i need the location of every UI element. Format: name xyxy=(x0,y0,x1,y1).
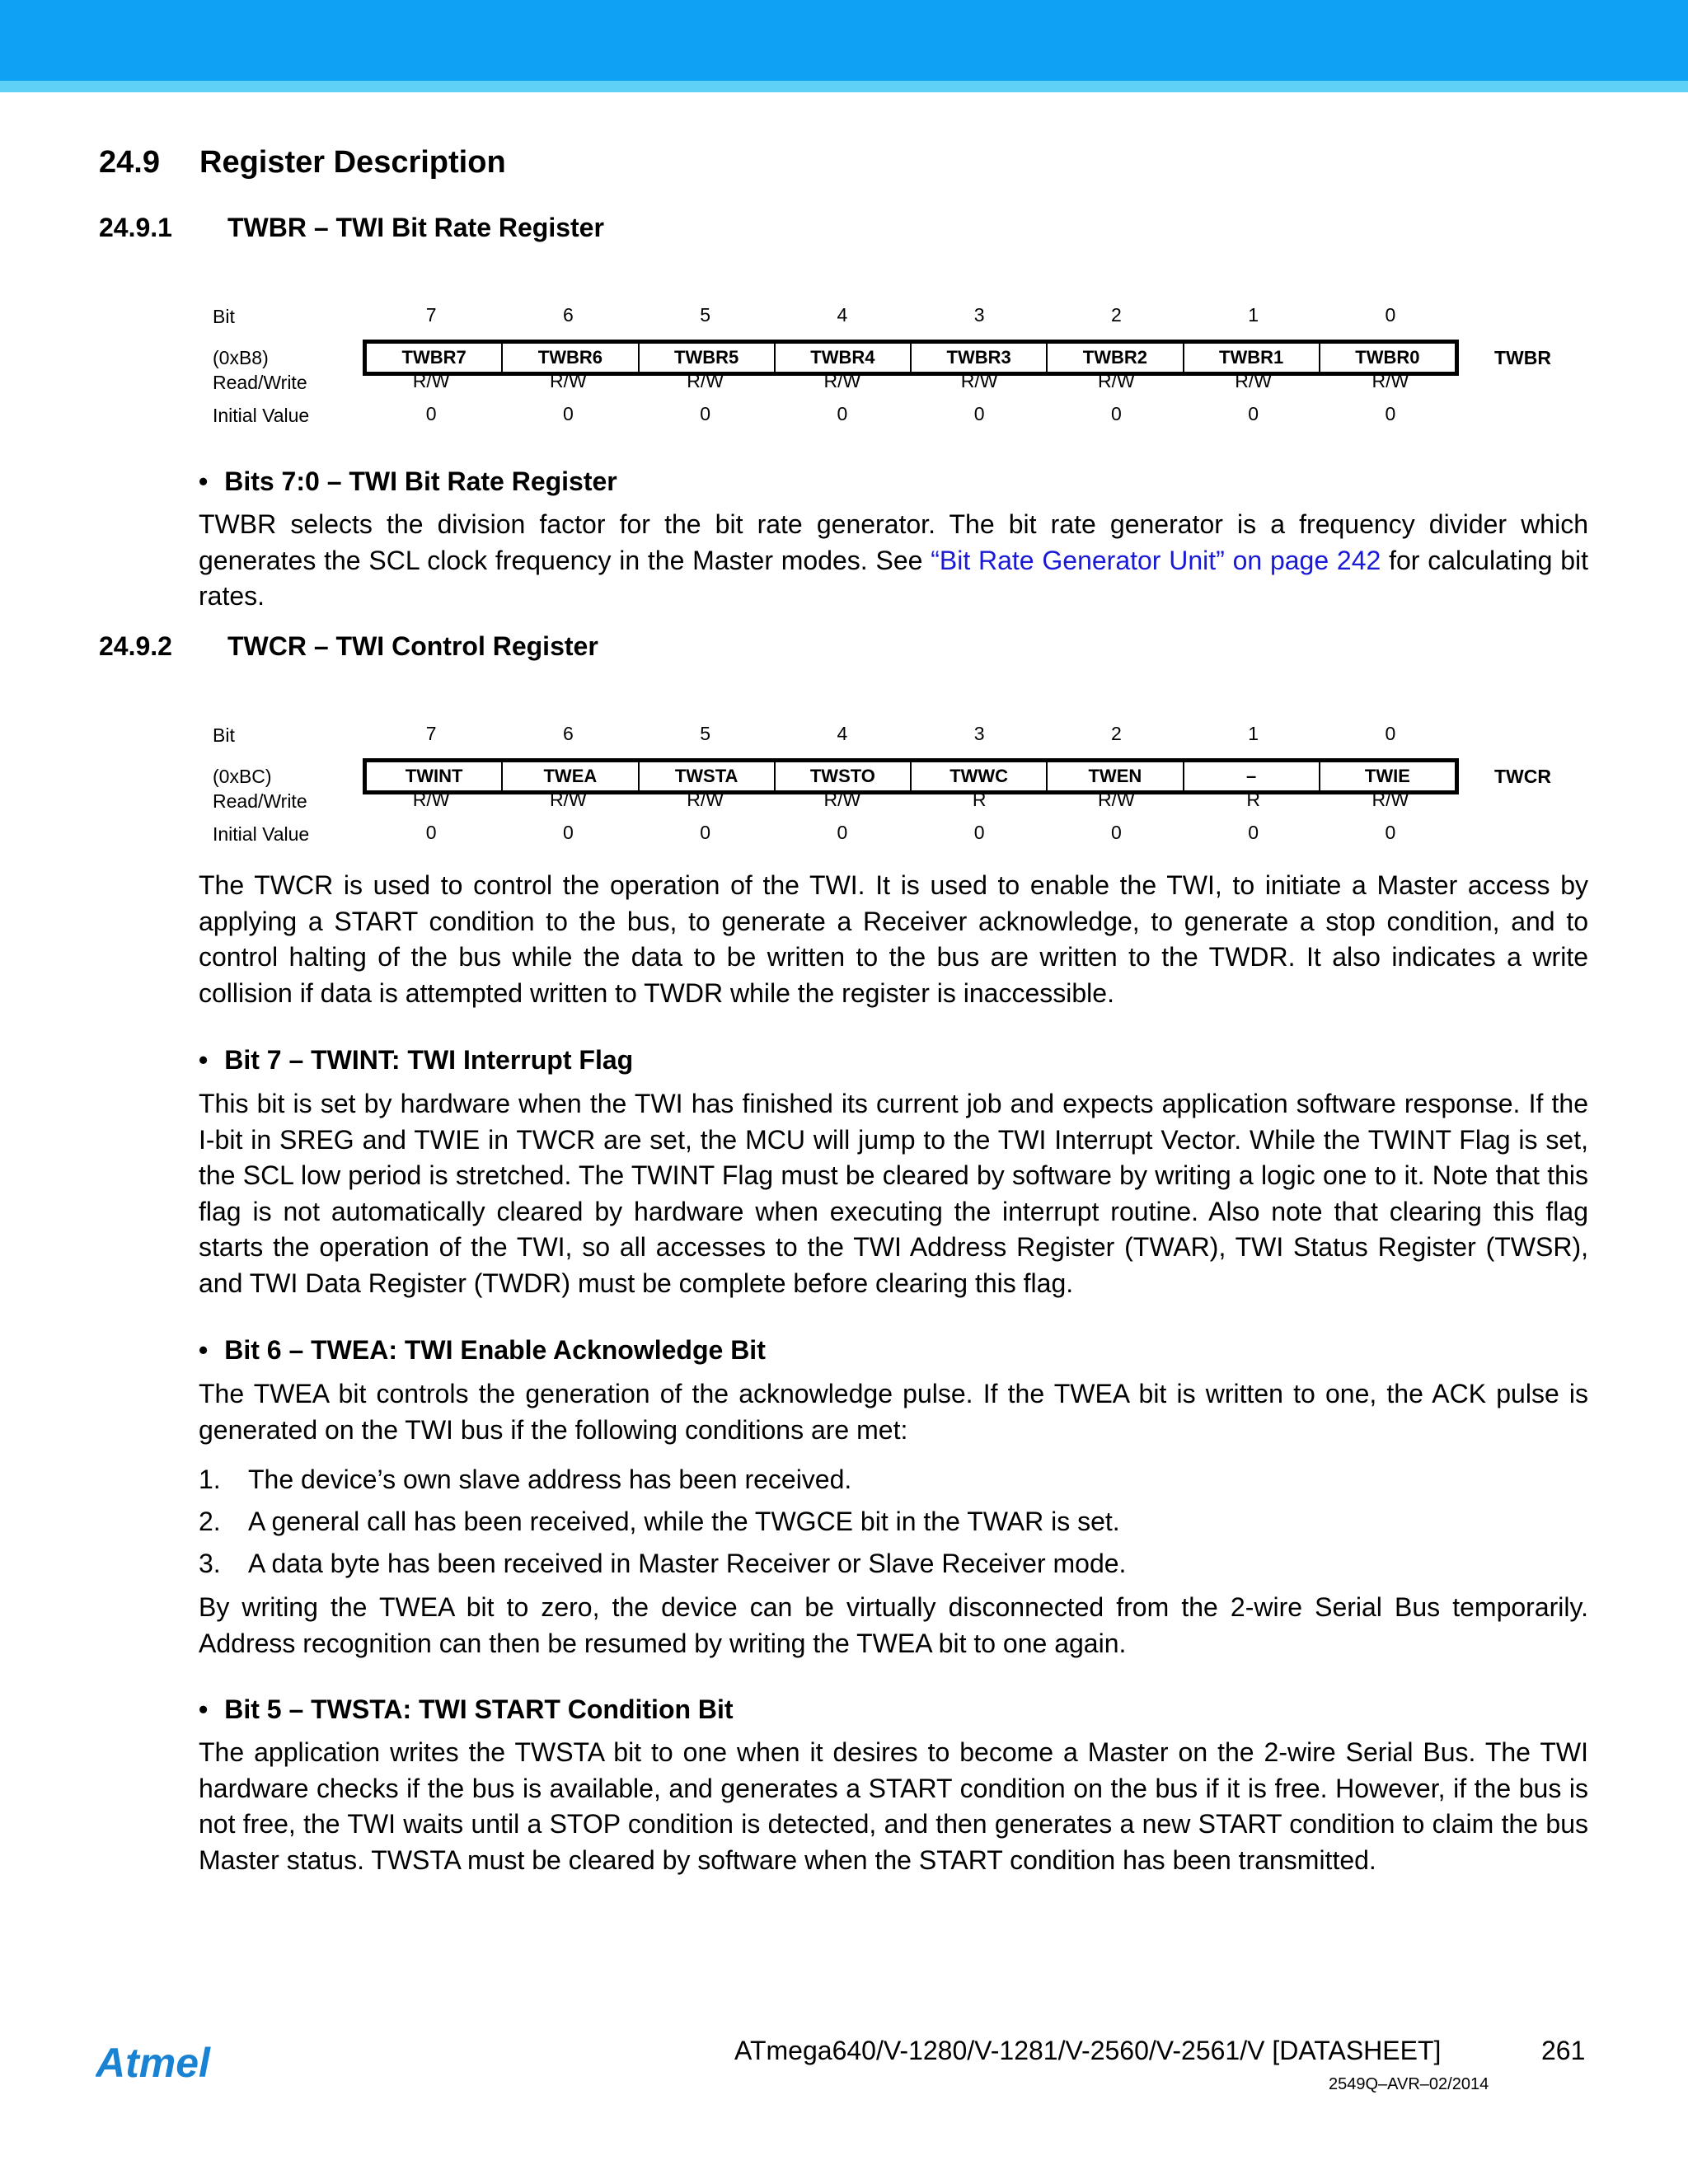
bit7-heading: • Bit 7 – TWINT: TWI Interrupt Flag xyxy=(199,1045,634,1075)
bit-number: 2 xyxy=(1110,304,1122,326)
init-row xyxy=(363,397,1459,430)
bit-name: TWBR7 xyxy=(367,344,503,372)
bit-name: TWSTO xyxy=(776,762,912,790)
rw-value: R xyxy=(972,789,987,810)
twbr-register-table xyxy=(213,302,1573,434)
bit-number: 6 xyxy=(562,723,574,744)
bit-label: Bit xyxy=(213,306,235,327)
bit-name: TWBR5 xyxy=(640,344,776,372)
bit-number: 7 xyxy=(425,304,437,326)
init-value: 0 xyxy=(1110,822,1122,843)
rw-value: R xyxy=(1246,789,1260,810)
rw-value: R/W xyxy=(823,370,861,391)
bit-number-row xyxy=(363,298,1459,331)
bit-label: Bit xyxy=(213,724,235,746)
list-item: 2. A general call has been received, while the TWGCE bit in the TWAR is set. xyxy=(199,1507,1120,1536)
bit-number: 2 xyxy=(1110,723,1122,744)
bit-number: 0 xyxy=(1385,304,1396,326)
bit-number: 1 xyxy=(1248,304,1259,326)
header-band xyxy=(0,0,1688,81)
bit-name: TWEA xyxy=(503,762,639,790)
rw-value: R/W xyxy=(1372,789,1409,810)
atmel-logo-icon xyxy=(96,2041,244,2087)
bit-number: 0 xyxy=(1385,723,1396,744)
bit6-after: By writing the TWEA bit to zero, the device can be virtually disconnected from the 2-wire Serial Bus temporarily. Address recognition can then be resumed by writing the TWEA bit to one again. xyxy=(199,1592,1588,1658)
init-label: Initial Value xyxy=(213,823,310,845)
address-label: (0xB8) xyxy=(213,347,269,368)
twcr-register-table xyxy=(213,720,1573,852)
init-value: 0 xyxy=(837,822,848,843)
bit-number: 3 xyxy=(973,723,985,744)
bit-number: 7 xyxy=(425,723,437,744)
rw-value: R/W xyxy=(687,789,724,810)
bullet-icon: • xyxy=(199,466,209,496)
twbr-description: TWBR selects the division factor for the bit rate generator. The bit rate generator is a frequency divider which generates the SCL clock frequency in the Master modes. See “Bit Rate Generator Unit” on page 242 for calculating bit rates. xyxy=(199,509,1589,611)
bit-name: TWBR3 xyxy=(912,344,1048,372)
register-name: TWCR xyxy=(1494,766,1551,787)
init-value: 0 xyxy=(1110,403,1122,424)
rw-value: R/W xyxy=(687,370,724,391)
rw-value: R/W xyxy=(960,370,998,391)
bit-name: TWBR4 xyxy=(776,344,912,372)
rw-value: R/W xyxy=(823,789,861,810)
rw-value: R/W xyxy=(550,789,587,810)
init-value: 0 xyxy=(1385,403,1396,424)
init-value: 0 xyxy=(973,403,985,424)
twcr-intro: The TWCR is used to control the operation of the TWI. It is used to enable the TWI, to initiate a Master access by applying a START condition to the bus, to generate a Receiver acknowledge, to generate a stop condition, and to control halting of the bus while the data to be written to the bus are written to the TWDR. It also indicates a write collision if data is attempted written to TWDR while the register is inaccessible. xyxy=(199,870,1588,1008)
init-value: 0 xyxy=(837,403,848,424)
bit5-description: The application writes the TWSTA bit to one when it desires to become a Master on the 2-wire Serial Bus. The TWI hardware checks if the bus is available, and generates a START condition on the bus if it is free. However, if the bus is not free, the TWI waits until a STOP condition is detected, and then generates a new START condition to claim the bus Master status. TWSTA must be cleared by software when the START condition has been transmitted. xyxy=(199,1737,1588,1875)
twcr-heading: 24.9.2 TWCR – TWI Control Register xyxy=(99,631,598,661)
rw-value: R/W xyxy=(1098,370,1135,391)
bullet-icon: • xyxy=(199,1045,209,1075)
bit-rate-generator-link[interactable]: “Bit Rate Generator Unit” on page 242 xyxy=(931,545,1381,575)
bit-name: TWINT xyxy=(367,762,503,790)
header-band-accent xyxy=(0,81,1688,92)
rw-row xyxy=(363,364,1459,397)
rw-value: R/W xyxy=(412,789,450,810)
list-item: 3. A data byte has been received in Master Receiver or Slave Receiver mode. xyxy=(199,1549,1127,1578)
twbr-bits-heading: • Bits 7:0 – TWI Bit Rate Register xyxy=(199,466,617,496)
bit7-description: This bit is set by hardware when the TWI has finished its current job and expects application software response. If the I-bit in SREG and TWIE in TWCR are set, the MCU will jump to the TWI Interrupt Vector. While the TWINT Flag is set, the SCL low period is stretched. The TWINT Flag must be cleared by software by writing a logic one to it. Note that this flag is not automatically cleared by hardware when executing the interrupt routine. Also note that clearing this flag starts the operation of the TWI, so all accesses to the TWI Address Register (TWAR), TWI Status Register (TWSR), and TWI Data Register (TWDR) must be complete before clearing this flag. xyxy=(199,1089,1588,1298)
bit-name: TWWC xyxy=(912,762,1048,790)
twbr-heading: 24.9.1 TWBR – TWI Bit Rate Register xyxy=(99,213,604,242)
doc-code: 2549Q–AVR–02/2014 xyxy=(1329,2075,1489,2093)
bit-number: 4 xyxy=(837,723,848,744)
bit-name: – xyxy=(1184,762,1320,790)
init-value: 0 xyxy=(562,403,574,424)
rw-value: R/W xyxy=(550,370,587,391)
list-item: 1. The device’s own slave address has been received. xyxy=(199,1465,852,1494)
bullet-icon: • xyxy=(199,1694,209,1724)
init-value: 0 xyxy=(1248,403,1259,424)
init-value: 0 xyxy=(700,822,711,843)
bit-number: 4 xyxy=(837,304,848,326)
address-label: (0xBC) xyxy=(213,766,272,787)
init-value: 0 xyxy=(1248,822,1259,843)
bit-number: 5 xyxy=(700,723,711,744)
bit-name: TWBR0 xyxy=(1355,347,1420,368)
rw-value: R/W xyxy=(1235,370,1272,391)
init-value: 0 xyxy=(973,822,985,843)
init-value: 0 xyxy=(425,403,437,424)
rw-value: R/W xyxy=(412,370,450,391)
register-name: TWBR xyxy=(1494,347,1551,368)
init-value: 0 xyxy=(562,822,574,843)
bit5-heading: • Bit 5 – TWSTA: TWI START Condition Bit xyxy=(199,1694,734,1724)
bit-name: TWIE xyxy=(1364,766,1410,786)
bit-number: 1 xyxy=(1248,723,1259,744)
init-value: 0 xyxy=(425,822,437,843)
bit-number: 5 xyxy=(700,304,711,326)
init-row xyxy=(363,816,1459,849)
page-number: 261 xyxy=(1541,2036,1586,2065)
bit6-heading: • Bit 6 – TWEA: TWI Enable Acknowledge Bit xyxy=(199,1335,766,1365)
rw-label: Read/Write xyxy=(213,790,307,812)
bit-number: 6 xyxy=(562,304,574,326)
init-value: 0 xyxy=(1385,822,1396,843)
init-label: Initial Value xyxy=(213,405,310,426)
rw-label: Read/Write xyxy=(213,372,307,393)
section-heading: 24.9 Register Description xyxy=(99,145,506,180)
bit-name: TWBR1 xyxy=(1184,344,1320,372)
rw-row xyxy=(363,783,1459,816)
logo-text: Atmel xyxy=(96,2041,210,2086)
bit-number-row xyxy=(363,717,1459,750)
bit-name: TWEN xyxy=(1048,762,1184,790)
bit-number: 3 xyxy=(973,304,985,326)
bit-name: TWBR2 xyxy=(1048,344,1184,372)
bit-name: TWSTA xyxy=(640,762,776,790)
bit-name: TWBR6 xyxy=(503,344,639,372)
footer-doc-title: ATmega640/V-1280/V-1281/V-2560/V-2561/V [DATASHEET] xyxy=(734,2036,1442,2065)
init-value: 0 xyxy=(700,403,711,424)
rw-value: R/W xyxy=(1372,370,1409,391)
bullet-icon: • xyxy=(199,1335,209,1365)
bit6-description: The TWEA bit controls the generation of the acknowledge pulse. If the TWEA bit is written to one, the ACK pulse is generated on the TWI bus if the following conditions are met: xyxy=(199,1379,1588,1445)
rw-value: R/W xyxy=(1098,789,1135,810)
